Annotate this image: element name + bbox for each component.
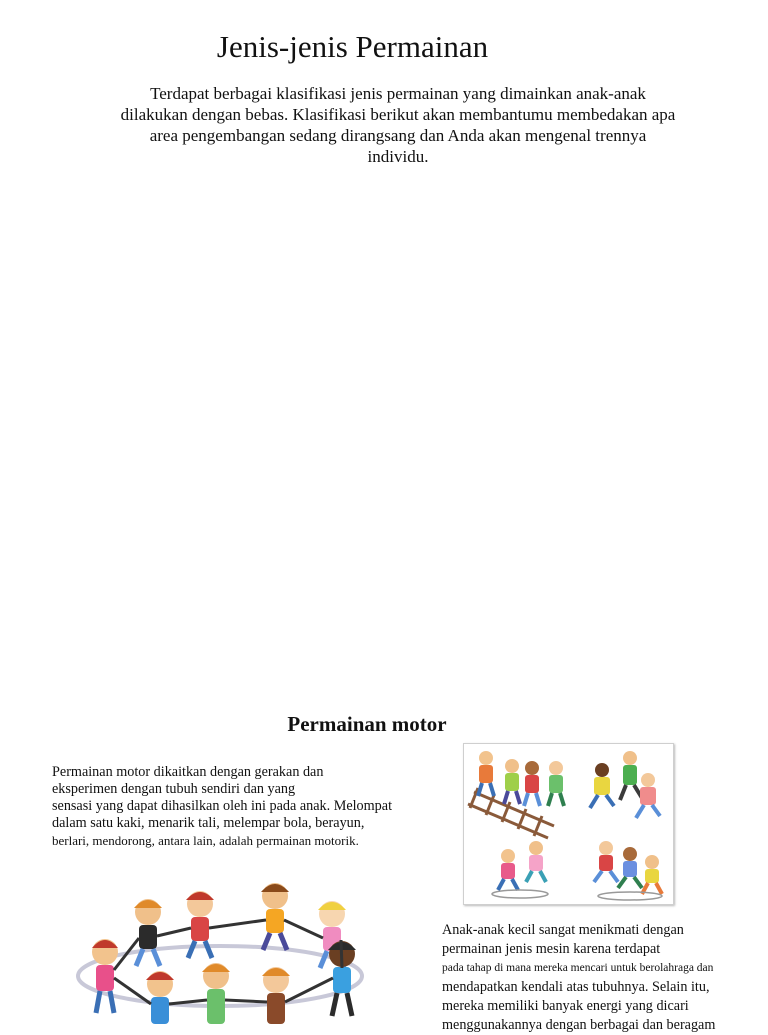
paragraph-line: pada tahap di mana mereka mencari untuk berolahraga dan: [442, 962, 714, 974]
engine-play-paragraph: [442, 921, 762, 1035]
intro-line: individu.: [367, 147, 429, 166]
paragraph-line: Permainan motor dikaitkan dengan gerakan dan: [52, 764, 324, 780]
paragraph-line: sensasi yang dapat dihasilkan oleh ini pada anak. Melompat: [52, 798, 393, 814]
intro-paragraph: [88, 83, 708, 167]
railway-track-illustration: [468, 788, 554, 838]
intro-line: area pengembangan sedang dirangsang dan Anda akan mengenal trennya: [149, 126, 647, 145]
children-circle-image: [70, 878, 370, 1024]
child-figure: [548, 761, 564, 806]
child-figure: [618, 847, 642, 888]
child-figure: [504, 759, 520, 804]
child-figure: [146, 971, 174, 1024]
child-figure: [524, 761, 540, 806]
paragraph-line: mendapatkan kendali atas tubuhnya. Selain itu,: [442, 979, 710, 995]
child-figure: [261, 883, 289, 950]
child-figure: [202, 963, 230, 1024]
child-figure: [478, 751, 494, 796]
child-figure: [642, 855, 662, 894]
paragraph-line: dalam satu kaki, menarik tali, melempar bola, berayun,: [52, 815, 365, 831]
child-figure: [262, 967, 290, 1024]
motor-play-paragraph: [52, 764, 422, 849]
paragraph-line: menggunakannya dengan berbagai dan beragam: [442, 1017, 716, 1033]
child-figure: [594, 841, 618, 882]
paragraph-line: berlari, mendorong, antara lain, adalah permainan motorik.: [52, 833, 359, 848]
paragraph-line: permainan jenis mesin karena terdapat: [442, 941, 661, 957]
child-figure: [620, 751, 642, 800]
child-figure: [526, 841, 546, 882]
child-figure: [498, 849, 518, 890]
child-figure: [590, 763, 614, 808]
paragraph-line: eksperimen dengan tubuh sendiri dan yang: [52, 781, 296, 797]
children-playing-image: [463, 743, 674, 905]
intro-line: dilakukan dengan bebas. Klasifikasi berikut akan membantumu membedakan apa: [120, 105, 676, 124]
page-title: Jenis-jenis Permainan: [216, 29, 489, 64]
paragraph-line: Anak-anak kecil sangat menikmati dengan: [442, 922, 684, 938]
child-figure: [134, 899, 162, 966]
intro-line: Terdapat berbagai klasifikasi jenis permainan yang dimainkan anak-anak: [150, 84, 646, 103]
child-figure: [92, 939, 118, 1013]
paragraph-line: mereka memiliki banyak energi yang dicari: [442, 998, 689, 1014]
section-heading: Permainan motor: [287, 712, 447, 736]
